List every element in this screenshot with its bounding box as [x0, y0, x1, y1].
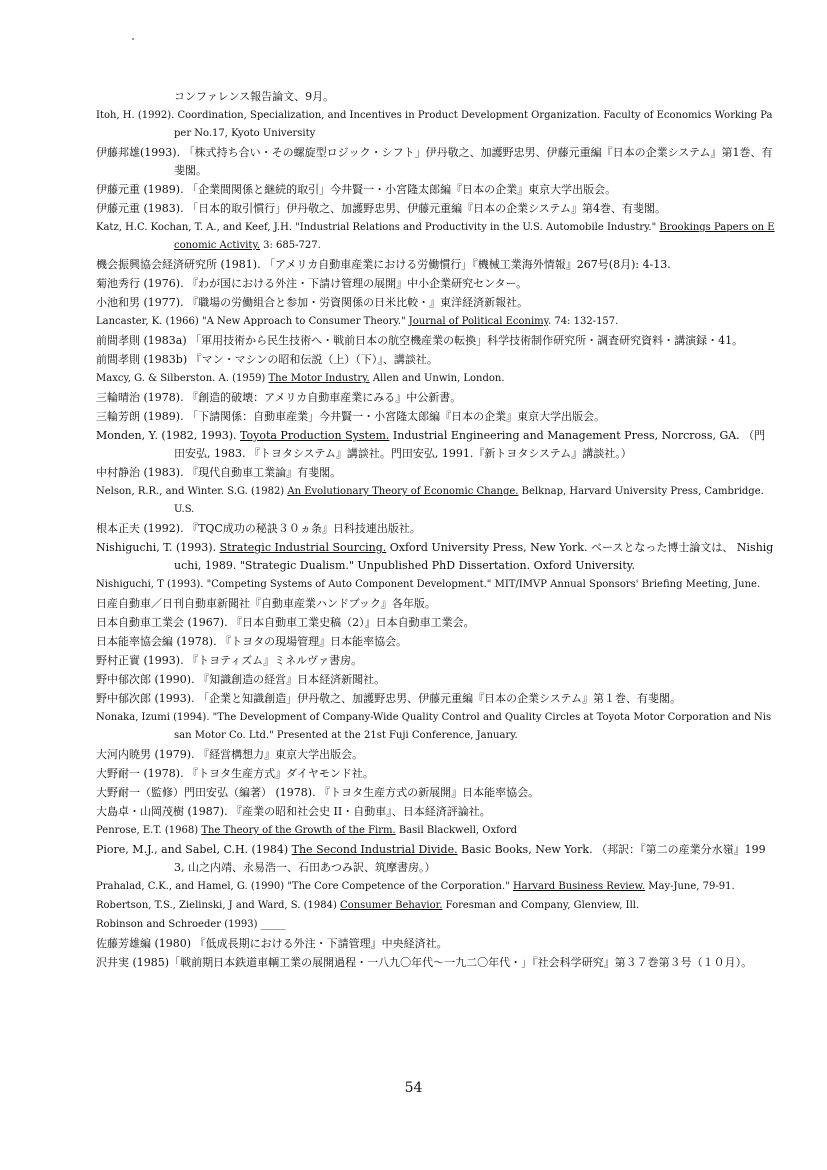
reference-entry [96, 88, 776, 106]
reference-text: Foresman and Company, Glenview, Ill. [442, 900, 640, 911]
reference-text: 野中郁次郎 (1990). 『知識創造の経営』日本経済新聞社。 [96, 673, 386, 686]
reference-entry [96, 803, 776, 821]
reference-text: Penrose, E.T. (1968) [96, 825, 202, 836]
reference-entry [96, 427, 776, 463]
reference-text: . 74: 132-157. [547, 316, 619, 327]
reference-text: Katz, H.C. Kochan, T. A., and Keef, J.H. "Industrial Relations and Productivity in the U.S. Automobile Industry." [96, 222, 660, 233]
reference-entry [96, 671, 776, 689]
reference-text: 菊池秀行 (1976). 『わが国における外注・下請け管理の展開』中小企業研究センター。 [96, 277, 528, 290]
reference-entry [96, 313, 776, 331]
page-number: 54 [404, 1080, 423, 1096]
reference-entry [96, 464, 776, 482]
reference-entry [96, 595, 776, 613]
reference-text: Allen and Unwin, London. [369, 373, 505, 384]
reference-title-underlined: Toyota Production System. [240, 429, 390, 442]
reference-text: 三輪芳朗 (1989). 「下請関係：自動車産業」今井賢一・小宮隆太郎編『日本の企業』東京大学出版会。 [96, 410, 606, 423]
reference-text: 伊藤邦雄(1993). 「株式持ち合い・その螺旋型ロジック・シフト」伊丹敬之、加護野忠男、伊藤元重編『日本の企業システム』第1巻、有斐閣。 [96, 146, 773, 177]
reference-text: 前間孝則 (1983b) 『マン・マシンの昭和伝説（上）（下）』、講談社。 [96, 353, 438, 366]
reference-entry [96, 332, 776, 350]
reference-text: 中村静治 (1983). 『現代自動車工業論』有斐閣。 [96, 466, 342, 479]
reference-text: Lancaster, K. (1966) "A New Approach to Consumer Theory." [96, 316, 409, 327]
reference-text: Belknap, Harvard University Press, Cambridge. U.S. [174, 486, 764, 515]
reference-entry [96, 370, 776, 388]
reference-title-underlined: Journal of Political Econimy [408, 316, 548, 327]
reference-text: Monden, Y. (1982, 1993). [96, 429, 240, 442]
reference-text: Basic Books, New York. （邦訳：『第二の産業分水嶺』1993, 山之内靖、永易浩一、石田あつみ訳、筑摩書房。） [174, 843, 766, 874]
reference-entry [96, 709, 776, 745]
reference-entry [96, 219, 776, 255]
reference-text: 野村正實 (1993). 『トヨティズム』ミネルヴァ書房。 [96, 654, 363, 667]
reference-text: 大河内暁男 (1979). 『経営構想力』東京大学出版会。 [96, 748, 364, 761]
reference-entry [96, 275, 776, 293]
reference-entry [96, 822, 776, 840]
reference-text: Oxford University Press, New York. ベースとなった博士論文は、 Nishiguchi, 1989. "Strategic Dualism." Unpublished PhD Dissertation. Oxford University. [174, 541, 774, 572]
reference-entry [96, 916, 776, 934]
reference-title-underlined: Harvard Business Review. [512, 881, 646, 892]
reference-text: Robertson, T.S., Zielinski, J and Ward, S. (1984) [96, 900, 341, 911]
reference-list [96, 88, 776, 973]
reference-text: 大野耐一（監修）門田安弘（編著） (1978). 『トヨタ生産方式の新展開』日本能率協会。 [96, 786, 540, 799]
reference-text: Nishiguchi, T. (1993). [96, 541, 220, 554]
reference-text: Robinson and Schroeder (1993) _____ [96, 919, 286, 930]
reference-entry [96, 181, 776, 199]
reference-text: 沢井実 (1985)「戦前期日本鉄道車輌工業の展開過程・一八九〇年代～一九二〇年代・」『社会科学研究』第３７巻第３号（１０月）。 [96, 956, 753, 969]
reference-text: 機会振興協会経済研究所 (1981). 「アメリカ自動車産業における労働慣行」『機械工業海外情報』267号(8月): 4-13. [96, 258, 671, 271]
reference-text: Nelson, R.R., and Winter. S.G. (1982) [96, 486, 288, 497]
reference-text: 三輪晴治 (1978). 『創造的破壊：アメリカ自動車産業にみる』中公新書。 [96, 391, 462, 404]
reference-entry [96, 765, 776, 783]
reference-title-underlined: An Evolutionary Theory of Economic Change. [287, 486, 519, 497]
scan-mark [132, 38, 134, 40]
reference-entry [96, 954, 776, 972]
reference-entry [96, 746, 776, 764]
reference-text: May-June, 79-91. [645, 881, 735, 892]
reference-title-underlined: Brookings Papers on Economic Activity. [174, 222, 775, 251]
reference-text: 日本自動車工業会 (1967). 『日本自動車工業史稿（2）』日本自動車工業会。 [96, 616, 475, 629]
reference-text: 伊藤元重 (1983). 「日本的取引慣行」伊丹敬之、加護野忠男、伊藤元重編『日本の企業システム』第4巻、有斐閣。 [96, 202, 666, 215]
reference-entry [96, 576, 776, 594]
reference-entry [96, 935, 776, 953]
reference-entry [96, 614, 776, 632]
reference-text: 日本能率協会編 (1978). 『トヨタの現場管理』日本能率協会。 [96, 635, 408, 648]
reference-text: 日産自動車／日刊自動車新聞社『自動車産業ハンドブック』各年版。 [96, 597, 436, 610]
reference-text: Basil Blackwell, Oxford [395, 825, 517, 836]
reference-text: 大島卓・山岡茂樹 (1987). 『産業の昭和社会史 II・自動車』、日本経済評論社。 [96, 805, 491, 818]
reference-entry [96, 351, 776, 369]
reference-entry [96, 633, 776, 651]
reference-text: 野中郁次郎 (1993). 「企業と知識創造」伊丹敬之、加護野忠男、伊藤元重編『日本の企業システム』第１巻、有斐閣。 [96, 692, 681, 705]
reference-text: 伊藤元重 (1989). 「企業間関係と継続的取引」今井賢一・小宮隆太郎編『日本の企業』東京大学出版会。 [96, 183, 617, 196]
reference-entry [96, 897, 776, 915]
reference-text: Maxcy, G. & Silberston. A. (1959) [96, 373, 269, 384]
reference-title-underlined: Consumer Behavior. [340, 900, 443, 911]
reference-entry [96, 408, 776, 426]
reference-title-underlined: The Second Industrial Divide. [291, 843, 458, 856]
reference-text: コンファレンス報告論文、9月。 [174, 90, 335, 103]
reference-entry [96, 389, 776, 407]
reference-entry [96, 200, 776, 218]
reference-title-underlined: The Motor Industry. [268, 373, 370, 384]
reference-text: Piore, M.J., and Sabel, C.H. (1984) [96, 843, 292, 856]
reference-text: Itoh, H. (1992). Coordination, Specialization, and Incentives in Product Development Organization. Faculty of Economics Working Paper No.17, Kyoto University [96, 110, 773, 139]
reference-title-underlined: Strategic Industrial Sourcing. [219, 541, 387, 554]
reference-entry [96, 652, 776, 670]
reference-text: 佐藤芳雄編 (1980) 『低成長期における外注・下請管理』中央経済社。 [96, 937, 448, 950]
reference-entry [96, 878, 776, 896]
reference-entry [96, 107, 776, 143]
reference-entry [96, 784, 776, 802]
reference-text: 大野耐一 (1978). 『トヨタ生産方式』ダイヤモンド社。 [96, 767, 374, 780]
reference-title-underlined: The Theory of the Growth of the Firm. [201, 825, 396, 836]
reference-text: 根本正夫 (1992). 『TQC成功の秘訣３０ヵ条』日科技連出版社。 [96, 522, 421, 535]
reference-entry [96, 841, 776, 877]
reference-entry [96, 256, 776, 274]
reference-text: 小池和男 (1977). 『職場の労働組合と参加・労資関係の日米比較・』東洋経済新報社。 [96, 296, 529, 309]
reference-text: Prahalad, C.K., and Hamel, G. (1990) "The Core Competence of the Corporation." [96, 881, 513, 892]
reference-entry [96, 690, 776, 708]
reference-entry [96, 520, 776, 538]
reference-text: 3: 685-727. [259, 240, 321, 251]
reference-entry [96, 294, 776, 312]
reference-entry [96, 144, 776, 180]
reference-text: Industrial Engineering and Management Press, Norcross, GA. （門田安弘, 1983. 『トヨタシステム』講談社。門田安弘, 1991.『新トヨタシステム』講談社。） [174, 429, 766, 460]
reference-text: Nishiguchi, T (1993). "Competing Systems of Auto Component Development." MIT/IMVP Annual Sponsors' Briefing Meeting, June. [96, 579, 761, 590]
reference-entry [96, 483, 776, 519]
reference-text: Nonaka, Izumi (1994). "The Development of Company-Wide Quality Control and Quality Circles at Toyota Motor Corporation and Nissan Motor Co. Ltd." Presented at the 21st Fuji Conference, January. [96, 712, 772, 741]
reference-text: 前間孝則 (1983a) 「軍用技術から民生技術へ・戦前日本の航空機産業の転換」科学技術制作研究所・調査研究資料・講演録・41。 [96, 334, 744, 347]
reference-entry [96, 539, 776, 575]
